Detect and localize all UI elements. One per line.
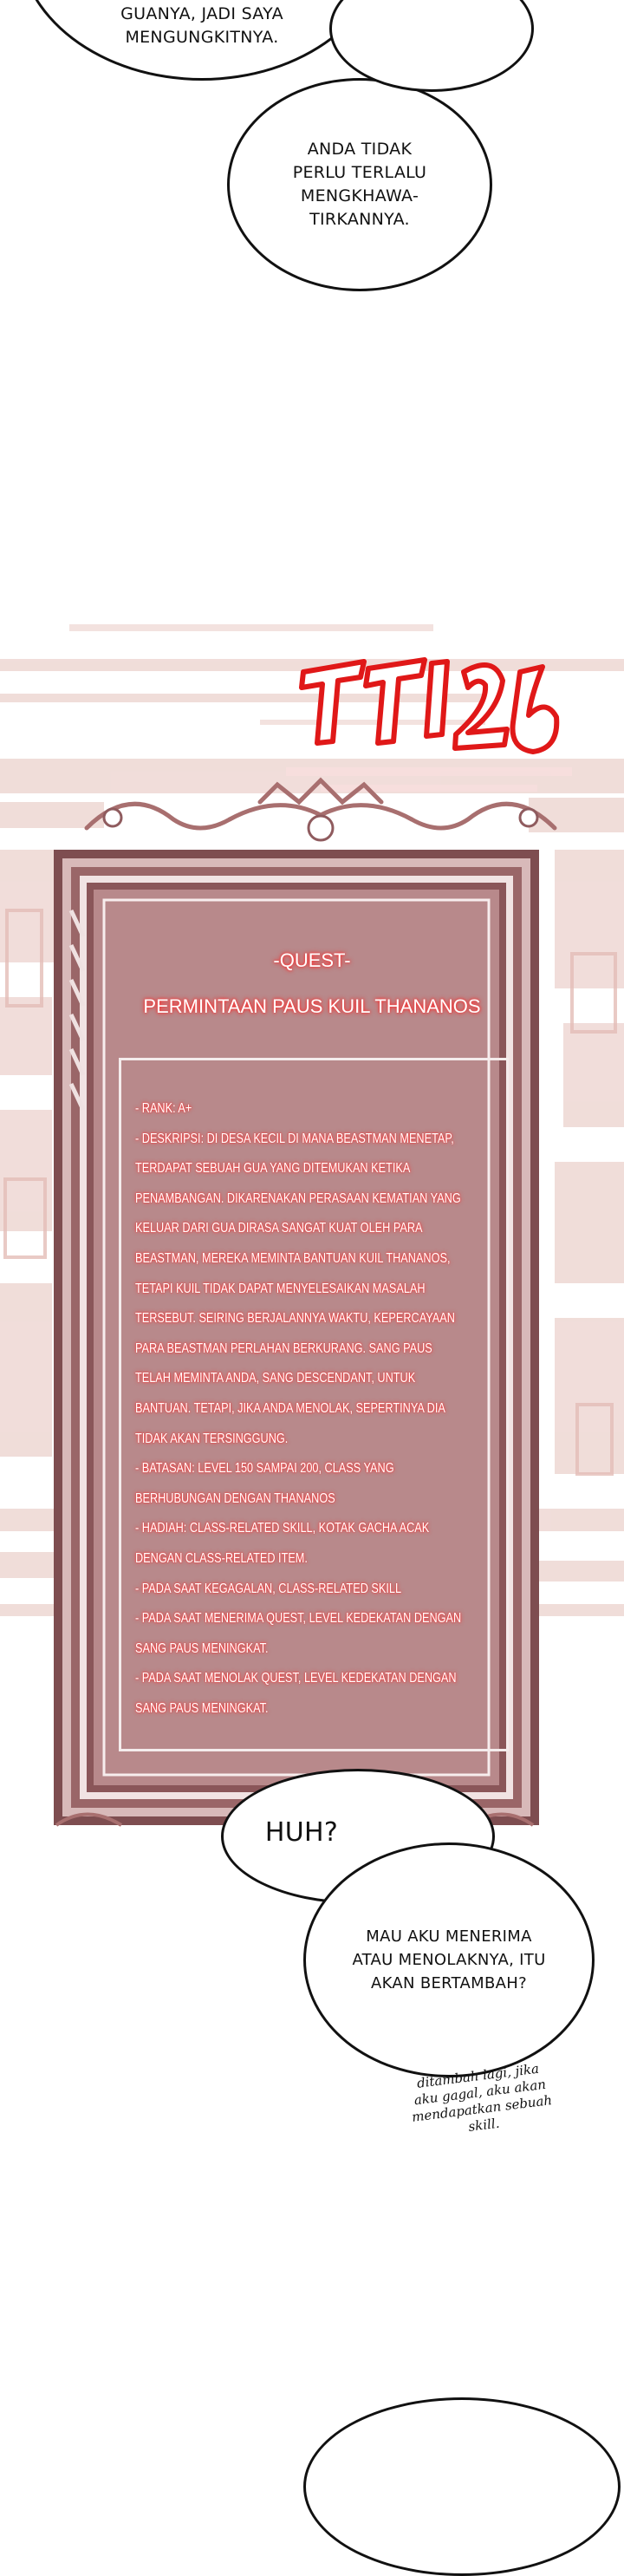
quest-line: - BATASAN: LEVEL 150 SAMPAI 200, CLASS YANG [135, 1461, 394, 1477]
quest-line: - DESKRIPSI: DI DESA KECIL DI MANA BEASTMAN MENETAP, [135, 1131, 454, 1146]
ornament-crest [78, 767, 563, 863]
speech-bubble-bottom [303, 2397, 621, 2576]
quest-line: TETAPI KUIL TIDAK DAPAT MENYELESAIKAN MASALAH [135, 1281, 426, 1296]
quest-line: PARA BEASTMAN PERLAHAN BERKURANG. SANG PAUS [135, 1340, 432, 1356]
quest-line: KELUAR DARI GUA DIRASA SANGAT KUAT OLEH PARA [135, 1221, 423, 1236]
quest-line: - HADIAH: CLASS-RELATED SKILL, KOTAK GACHA ACAK [135, 1521, 430, 1536]
quest-line: TIDAK AKAN TERSINGGUNG. [135, 1431, 289, 1446]
speech-bubble-accept [303, 1842, 595, 2077]
quest-line: BANTUAN. TETAPI, JIKA ANDA MENOLAK, SEPERTINYA DIA [135, 1400, 445, 1416]
speech-text: HUH? [264, 1816, 339, 1848]
quest-line: - PADA SAAT MENERIMA QUEST, LEVEL KEDEKATAN DENGAN [135, 1611, 462, 1627]
quest-header: -QUEST- [273, 949, 351, 971]
quest-line: SANG PAUS MENINGKAT. [135, 1640, 269, 1656]
speech-bubble-top-right [227, 78, 492, 291]
quest-line: - RANK: A+ [135, 1101, 192, 1116]
quest-name: PERMINTAAN PAUS KUIL THANANOS [143, 995, 481, 1017]
quest-line: DENGAN CLASS-RELATED ITEM. [135, 1550, 308, 1566]
quest-line: - PADA SAAT KEGAGALAN, CLASS-RELATED SKILL [135, 1581, 402, 1596]
quest-description [135, 1094, 499, 1724]
quest-line: BEASTMAN, MEREKA MEMINTA BANTUAN KUIL THANANOS, [135, 1250, 451, 1266]
quest-line: BERHUBUNGAN DENGAN THANANOS [135, 1490, 335, 1506]
quest-line: - PADA SAAT MENOLAK QUEST, LEVEL KEDEKATAN DENGAN [135, 1671, 457, 1686]
quest-line: TERSEBUT. SEIRING BERJALANNYA WAKTU, KEPERCAYAAN [135, 1311, 455, 1327]
quest-line: SANG PAUS MENINGKAT. [135, 1700, 269, 1716]
note-text: ditambah lagi, jika aku gagal, aku akan mendapatkan sebuah skill. [411, 2060, 553, 2135]
quest-line: PENAMBANGAN. DIKARENAKAN PERASAAN KEMATIAN YANG [135, 1190, 461, 1206]
speech-text: MAU AKU MENERIMA ATAU MENOLAKNYA, ITU AKAN BERTAMBAH? [352, 1927, 546, 1992]
speech-text: GUANYA, JADI SAYA MENGUNGKITNYA. [120, 4, 283, 47]
quest-line: TELAH MEMINTA ANDA, SANG DESCENDANT, UNTUK [135, 1371, 416, 1386]
speech-text: ANDA TIDAK PERLU TERLALU MENGKHAWA- TIRKANNYA. [292, 140, 427, 229]
quest-line: TERDAPAT SEBUAH GUA YANG DITEMUKAN KETIKA [135, 1161, 411, 1177]
